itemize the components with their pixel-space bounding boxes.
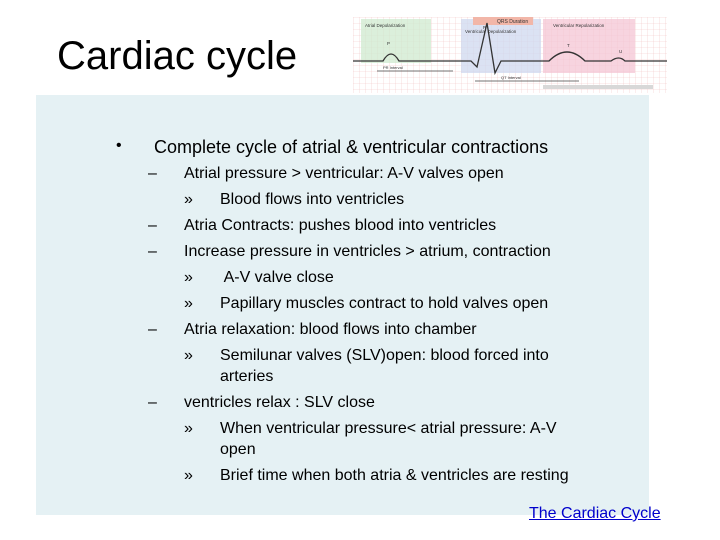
sub-item-5a-line1: When ventricular pressure< atrial pressure: A-V — [220, 420, 557, 437]
ecg-label: U — [619, 49, 623, 54]
dash-item-2: Atria Contracts: pushes blood into ventricles — [184, 217, 497, 234]
ecg-diagram-image — [353, 17, 667, 93]
ecg-label: QT Interval — [501, 75, 521, 80]
sub-marker: » — [184, 420, 193, 437]
dash-marker: – — [148, 165, 157, 182]
sub-marker: » — [184, 295, 193, 312]
sub-item-3b: Papillary muscles contract to hold valves open — [220, 295, 549, 312]
ventricular-depol-zone — [461, 19, 541, 73]
ecg-label: R — [483, 25, 487, 30]
sub-marker: » — [184, 467, 193, 484]
sub-item-4a-line1: Semilunar valves (SLV)open: blood forced into — [220, 347, 549, 364]
bullet-marker: • — [116, 137, 122, 154]
dash-marker: – — [148, 321, 157, 338]
sub-item-5a-line2: open — [220, 441, 256, 458]
dash-item-1: Atrial pressure > ventricular: A-V valves open — [184, 165, 504, 182]
main-bullet: Complete cycle of atrial & ventricular contractions — [154, 137, 549, 157]
ecg-label: T — [567, 43, 570, 48]
sub-marker: » — [184, 347, 193, 364]
ecg-label: Ventricular Depolarization — [465, 29, 517, 34]
cardiac-cycle-link[interactable]: The Cardiac Cycle — [529, 505, 661, 522]
sub-marker: » — [184, 191, 193, 208]
ecg-label: Ventricular Repolarization — [553, 23, 605, 28]
dash-marker: – — [148, 217, 157, 234]
dash-marker: – — [148, 394, 157, 411]
dash-marker: – — [148, 243, 157, 260]
ecg-label: P — [387, 41, 391, 46]
sub-item-1: Blood flows into ventricles — [220, 191, 405, 208]
ecg-label: QRS Duration — [497, 19, 529, 25]
slide-title: Cardiac cycle — [57, 34, 298, 78]
dash-item-4: Atria relaxation: blood flows into chamber — [184, 321, 477, 338]
ecg-label: PR Interval — [383, 65, 403, 70]
dash-item-3: Increase pressure in ventricles > atrium, contraction — [184, 243, 551, 260]
sub-marker: » — [184, 269, 193, 286]
dash-item-5: ventricles relax : SLV close — [184, 394, 375, 411]
ecg-label: Atrial Depolarization — [365, 23, 406, 28]
sub-item-4a-line2: arteries — [220, 368, 274, 385]
sub-item-5b: Brief time when both atria & ventricles are resting — [220, 467, 569, 484]
sub-item-3a: A-V valve close — [220, 269, 334, 286]
